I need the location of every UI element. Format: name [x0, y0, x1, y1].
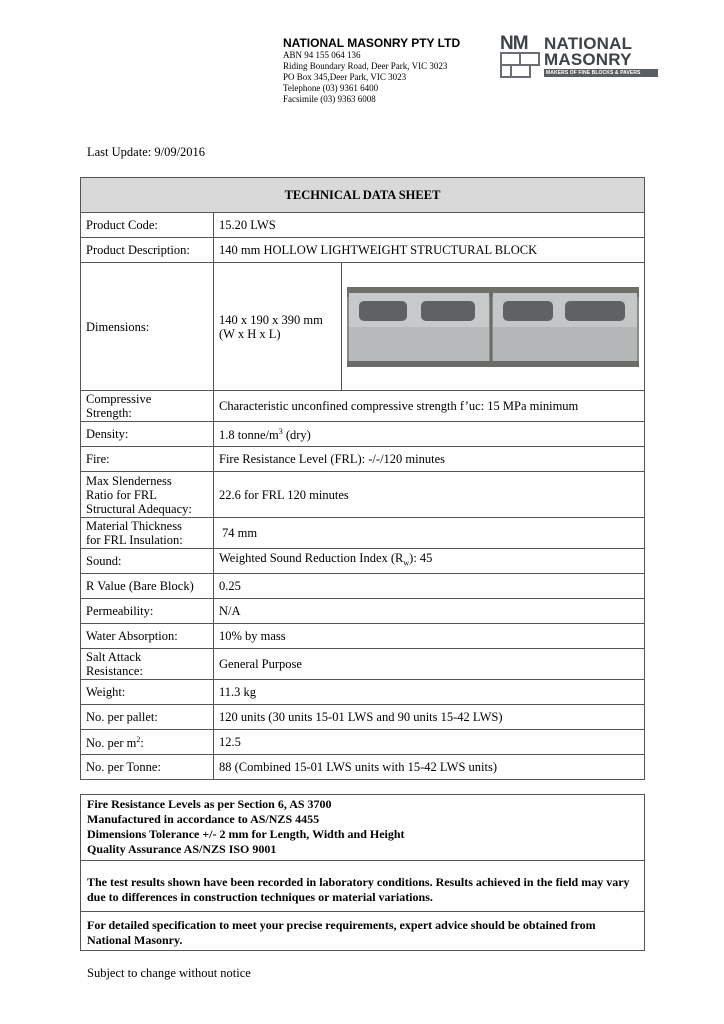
row-value: General Purpose [214, 649, 645, 680]
row-label: Water Absorption: [81, 624, 214, 649]
technical-data-table [80, 177, 645, 780]
row-label: Permeability: [81, 599, 214, 624]
row-label: Product Description: [81, 238, 214, 263]
row-value: 140 mm HOLLOW LIGHTWEIGHT STRUCTURAL BLOCK [214, 238, 645, 263]
row-label: No. per pallet: [81, 705, 214, 730]
row-label: Fire: [81, 447, 214, 472]
standards-section [81, 795, 644, 860]
company-telephone: Telephone (03) 9361 6400 [283, 83, 379, 93]
row-value: 11.3 kg [214, 680, 645, 705]
row-label: Salt Attack Resistance: [81, 649, 214, 680]
row-value: Fire Resistance Level (FRL): -/-/120 minutes [214, 447, 645, 472]
company-name: NATIONAL MASONRY PTY LTD [283, 36, 461, 50]
row-value: 88 (Combined 15-01 LWS units with 15-42 LWS units) [214, 755, 645, 780]
row-value: 0.25 [214, 574, 645, 599]
row-value: 74 mm [214, 518, 645, 549]
row-value: 15.20 LWS [214, 213, 645, 238]
footer-note: Subject to change without notice [87, 966, 251, 980]
row-label: Compressive Strength: [81, 391, 214, 422]
table-row [81, 624, 645, 649]
standard-line: Manufactured in accordance to AS/NZS 4455 [87, 812, 320, 826]
row-value: Weighted Sound Reduction Index $(R_w)$: 45 [214, 549, 645, 574]
row-value: N/A [214, 599, 645, 624]
advice-section: For detailed specification to meet your precise requirements, expert advice should be obtained from National Masonry. [81, 911, 644, 950]
table-title-row [81, 178, 645, 213]
table-row [81, 518, 645, 549]
disclaimer-section: The test results shown have been recorded in laboratory conditions. Results achieved in the field may vary due to differences in construction techniques or material variations. [81, 860, 644, 911]
company-details [283, 36, 483, 105]
logo-tagline: MAKERS OF FINE BLOCKS & PAVERS [544, 69, 658, 77]
company-facsimile: Facsimile (03) 9363 6008 [283, 94, 376, 104]
table-row [81, 549, 645, 574]
row-label: Dimensions: [81, 263, 214, 391]
standard-line: Quality Assurance AS/NZS ISO 9001 [87, 842, 277, 856]
table-row [81, 447, 645, 472]
row-value: 22.6 for FRL 120 minutes [214, 472, 645, 518]
concrete-blocks-image [347, 287, 639, 367]
row-label: R Value (Bare Block) [81, 574, 214, 599]
company-abn: ABN 94 155 064 136 [283, 50, 361, 60]
table-row [81, 213, 645, 238]
logo-mark-icon [500, 33, 542, 79]
row-value: 140 x 190 x 390 mm (W x H x L) [214, 263, 342, 391]
table-row [81, 391, 645, 422]
table-row [81, 705, 645, 730]
national-masonry-logo [500, 33, 652, 81]
row-label: Sound: [81, 549, 214, 574]
table-row [81, 755, 645, 780]
table-title: TECHNICAL DATA SHEET [81, 178, 645, 213]
row-value: Characteristic unconfined compressive strength f’uc: 15 MPa minimum [214, 391, 645, 422]
notes-box [80, 794, 645, 951]
company-address: Riding Boundary Road, Deer Park, VIC 3023 [283, 61, 448, 71]
table-row [81, 422, 645, 447]
last-update: Last Update: 9/09/2016 [87, 145, 206, 159]
row-value: 12.5 [214, 730, 645, 755]
standard-line: Dimensions Tolerance +/- 2 mm for Length, Width and Height [87, 827, 405, 841]
row-label: Material Thickness for FRL Insulation: [81, 518, 214, 549]
row-label: No. per Tonne: [81, 755, 214, 780]
row-label: Max Slenderness Ratio for FRL Structural Adequacy: [81, 472, 214, 518]
company-po-box: PO Box 345,Deer Park, VIC 3023 [283, 72, 407, 82]
logo-wordmark: NATIONAL MASONRY [544, 34, 633, 69]
dimensions-image-cell [342, 263, 645, 391]
svg-text:NM: NM [500, 33, 528, 54]
row-label: Density: [81, 422, 214, 447]
row-value: 1.8 tonne/$m^3$ (dry) [214, 422, 645, 447]
table-row [81, 472, 645, 518]
table-row [81, 680, 645, 705]
table-row [81, 730, 645, 755]
table-row [81, 238, 645, 263]
table-row [81, 599, 645, 624]
table-row [81, 649, 645, 680]
table-row [81, 574, 645, 599]
table-row [81, 263, 645, 391]
standard-line: Fire Resistance Levels as per Section 6, AS 3700 [87, 797, 332, 811]
row-label: Product Code: [81, 213, 214, 238]
row-label: Weight: [81, 680, 214, 705]
row-value: 120 units (30 units 15-01 LWS and 90 units 15-42 LWS) [214, 705, 645, 730]
row-label: No. per $m^2$: [81, 730, 214, 755]
row-value: 10% by mass [214, 624, 645, 649]
